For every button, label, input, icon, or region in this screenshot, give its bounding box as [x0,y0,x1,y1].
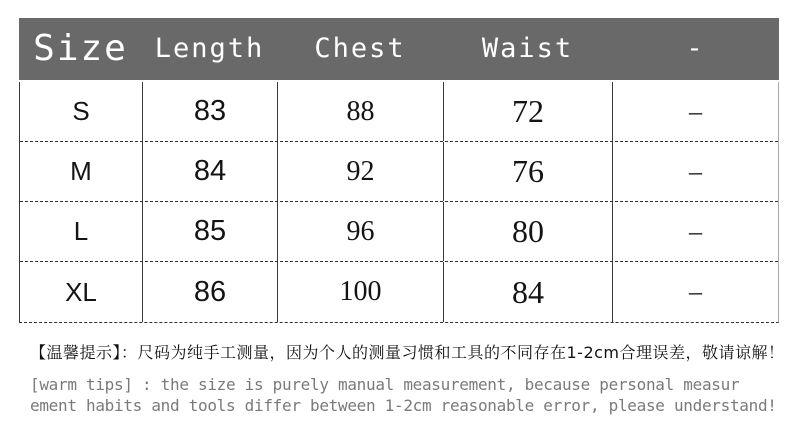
chest-cell: 92 [277,142,443,201]
table-row-l [20,202,778,262]
header-chest: Chest [314,33,406,64]
chest-cell: 88 [277,82,443,141]
waist-cell: 76 [443,142,612,201]
waist-cell: 72 [443,82,612,141]
size-cell: S [72,96,90,126]
dash-cell: – [612,262,778,322]
length-cell: 86 [142,262,277,322]
warm-tips-english-line1: [warm tips] : the size is purely manual measurement, because personal measur [30,375,740,394]
header-waist: Waist [481,33,574,64]
size-cell: L [73,216,89,246]
size-cell: XL [65,276,97,307]
table-row-s [20,82,778,142]
size-cell: M [70,156,92,186]
size-chart-table [19,18,779,323]
header-size: Size [33,28,128,69]
warm-tips-english [30,374,777,416]
header-dash: - [686,33,705,64]
length-cell: 84 [142,142,277,201]
table-row-m [20,142,778,202]
length-cell: 83 [142,82,277,141]
waist-cell: 84 [443,262,612,322]
chest-cell: 100 [277,262,443,322]
dash-cell: – [612,142,778,201]
header-length: Length [154,33,265,64]
chest-cell: 96 [277,202,443,261]
table-row-xl [20,262,778,322]
table-header-row [19,18,779,80]
waist-cell: 80 [443,202,612,261]
table-body [19,82,779,323]
dash-cell: – [612,82,778,141]
dash-cell: – [612,202,778,261]
length-cell: 85 [142,202,277,261]
warm-tips-english-line2: ement habits and tools differ between 1-2cm reasonable error, please understand! [30,396,777,415]
warm-tips-chinese: 【温馨提示】：尺码为纯手工测量，因为个人的测量习惯和工具的不同存在1-2cm合理误差，敬请谅解！ [30,343,785,362]
